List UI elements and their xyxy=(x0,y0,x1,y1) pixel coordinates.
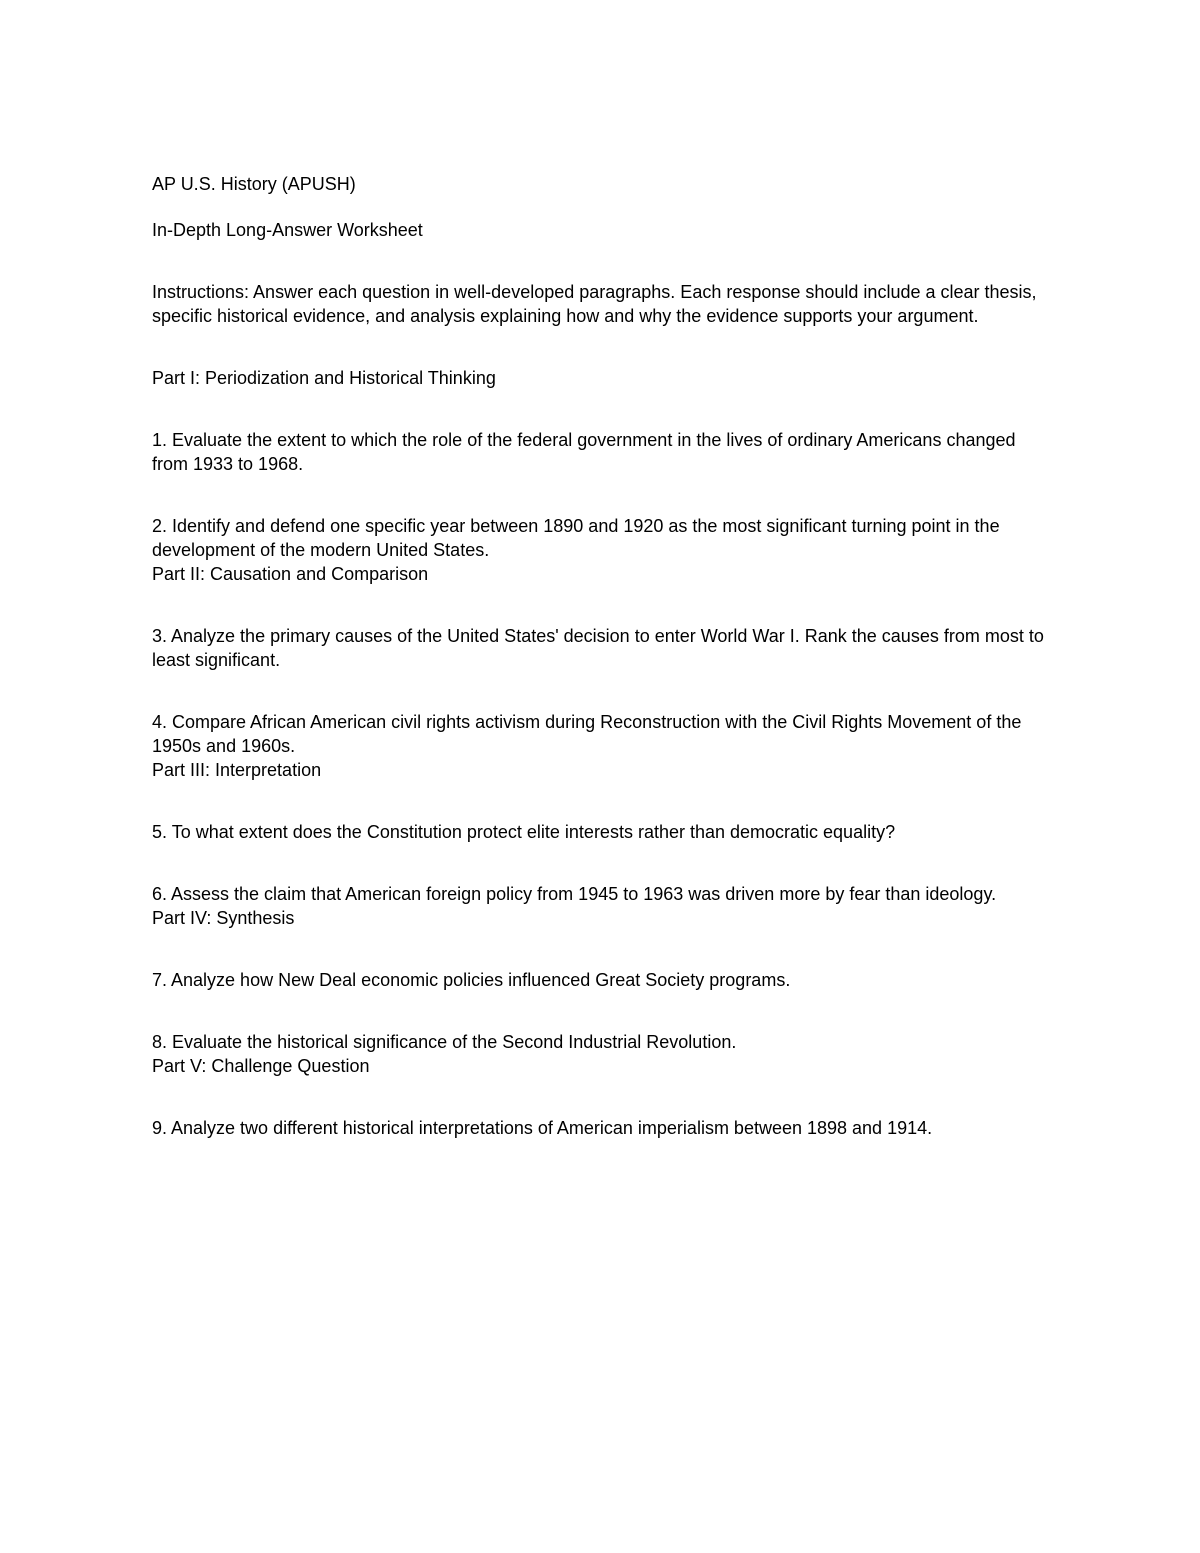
question-9: 9. Analyze two different historical interpretations of American imperialism between 1898 and 1914. xyxy=(152,1118,933,1138)
document-page xyxy=(152,172,1052,1140)
part-heading: Part I: Periodization and Historical Thinking xyxy=(152,368,496,388)
document-title: AP U.S. History (APUSH) xyxy=(152,174,356,194)
question-5: 5. To what extent does the Constitution protect elite interests rather than democratic equality? xyxy=(152,822,896,842)
part-heading: Part V: Challenge Question xyxy=(152,1056,370,1076)
part-heading: Part III: Interpretation xyxy=(152,760,322,780)
part-heading: Part IV: Synthesis xyxy=(152,908,295,928)
instructions-paragraph: Instructions: Answer each question in well-developed paragraphs. Each response should include a clear thesis, specific historical evidence, and analysis explaining how and why the evidence supports your argument. xyxy=(152,282,1037,326)
part-2-section xyxy=(152,562,1052,758)
question-7: 7. Analyze how New Deal economic policies influenced Great Society programs. xyxy=(152,970,791,990)
part-heading: Part II: Causation and Comparison xyxy=(152,564,429,584)
question-1: 1. Evaluate the extent to which the role of the federal government in the lives of ordinary Americans changed from 1933 to 1968. xyxy=(152,430,1016,474)
part-3-section xyxy=(152,758,1052,906)
question-2: 2. Identify and defend one specific year between 1890 and 1920 as the most significant turning point in the development of the modern United States. xyxy=(152,516,1000,560)
part-1-section xyxy=(152,366,1052,562)
question-4: 4. Compare African American civil rights activism during Reconstruction with the Civil Rights Movement of the 1950s and 1960s. xyxy=(152,712,1022,756)
part-5-section xyxy=(152,1054,1052,1140)
question-3: 3. Analyze the primary causes of the United States' decision to enter World War I. Rank the causes from most to least significant. xyxy=(152,626,1044,670)
question-8: 8. Evaluate the historical significance of the Second Industrial Revolution. xyxy=(152,1032,737,1052)
question-6: 6. Assess the claim that American foreign policy from 1945 to 1963 was driven more by fear than ideology. xyxy=(152,884,997,904)
part-4-section xyxy=(152,906,1052,1054)
document-subtitle: In-Depth Long-Answer Worksheet xyxy=(152,220,423,240)
